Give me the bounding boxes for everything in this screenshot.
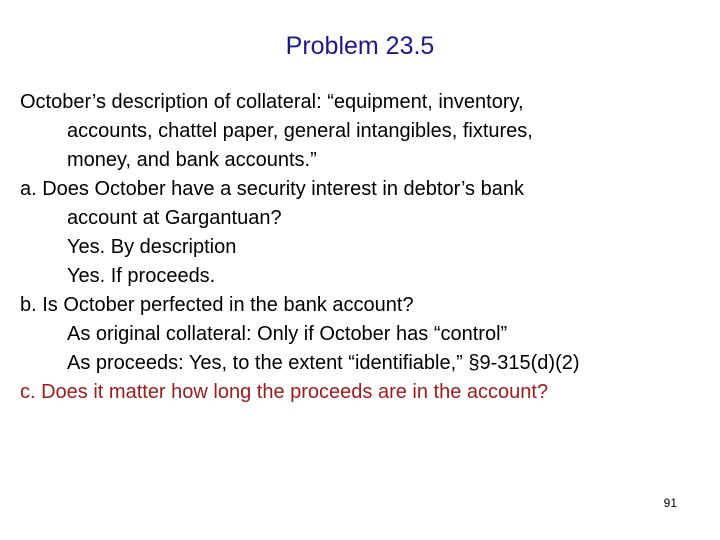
answer-b-proceeds: As proceeds: Yes, to the extent “identifiable,” §9-315(d)(2)	[67, 352, 580, 374]
question-c: c. Does it matter how long the proceeds are in the account?	[20, 381, 549, 403]
question-a: a. Does October have a security interest in debtor’s bank	[20, 178, 524, 200]
collateral-description-line: accounts, chattel paper, general intangibles, fixtures,	[67, 120, 533, 142]
collateral-description-line: October’s description of collateral: “equipment, inventory,	[20, 91, 524, 113]
question-a-continued: account at Gargantuan?	[67, 207, 282, 229]
question-b: b. Is October perfected in the bank account?	[20, 294, 414, 316]
answer-a-proceeds: Yes. If proceeds.	[67, 265, 216, 287]
collateral-description-line: money, and bank accounts.”	[67, 149, 317, 171]
page-number: 91	[663, 496, 677, 510]
answer-b-original-collateral: As original collateral: Only if October has “control”	[67, 323, 508, 345]
slide-title: Problem 23.5	[285, 32, 435, 60]
slide-body	[20, 88, 710, 407]
answer-a-description: Yes. By description	[67, 236, 237, 258]
